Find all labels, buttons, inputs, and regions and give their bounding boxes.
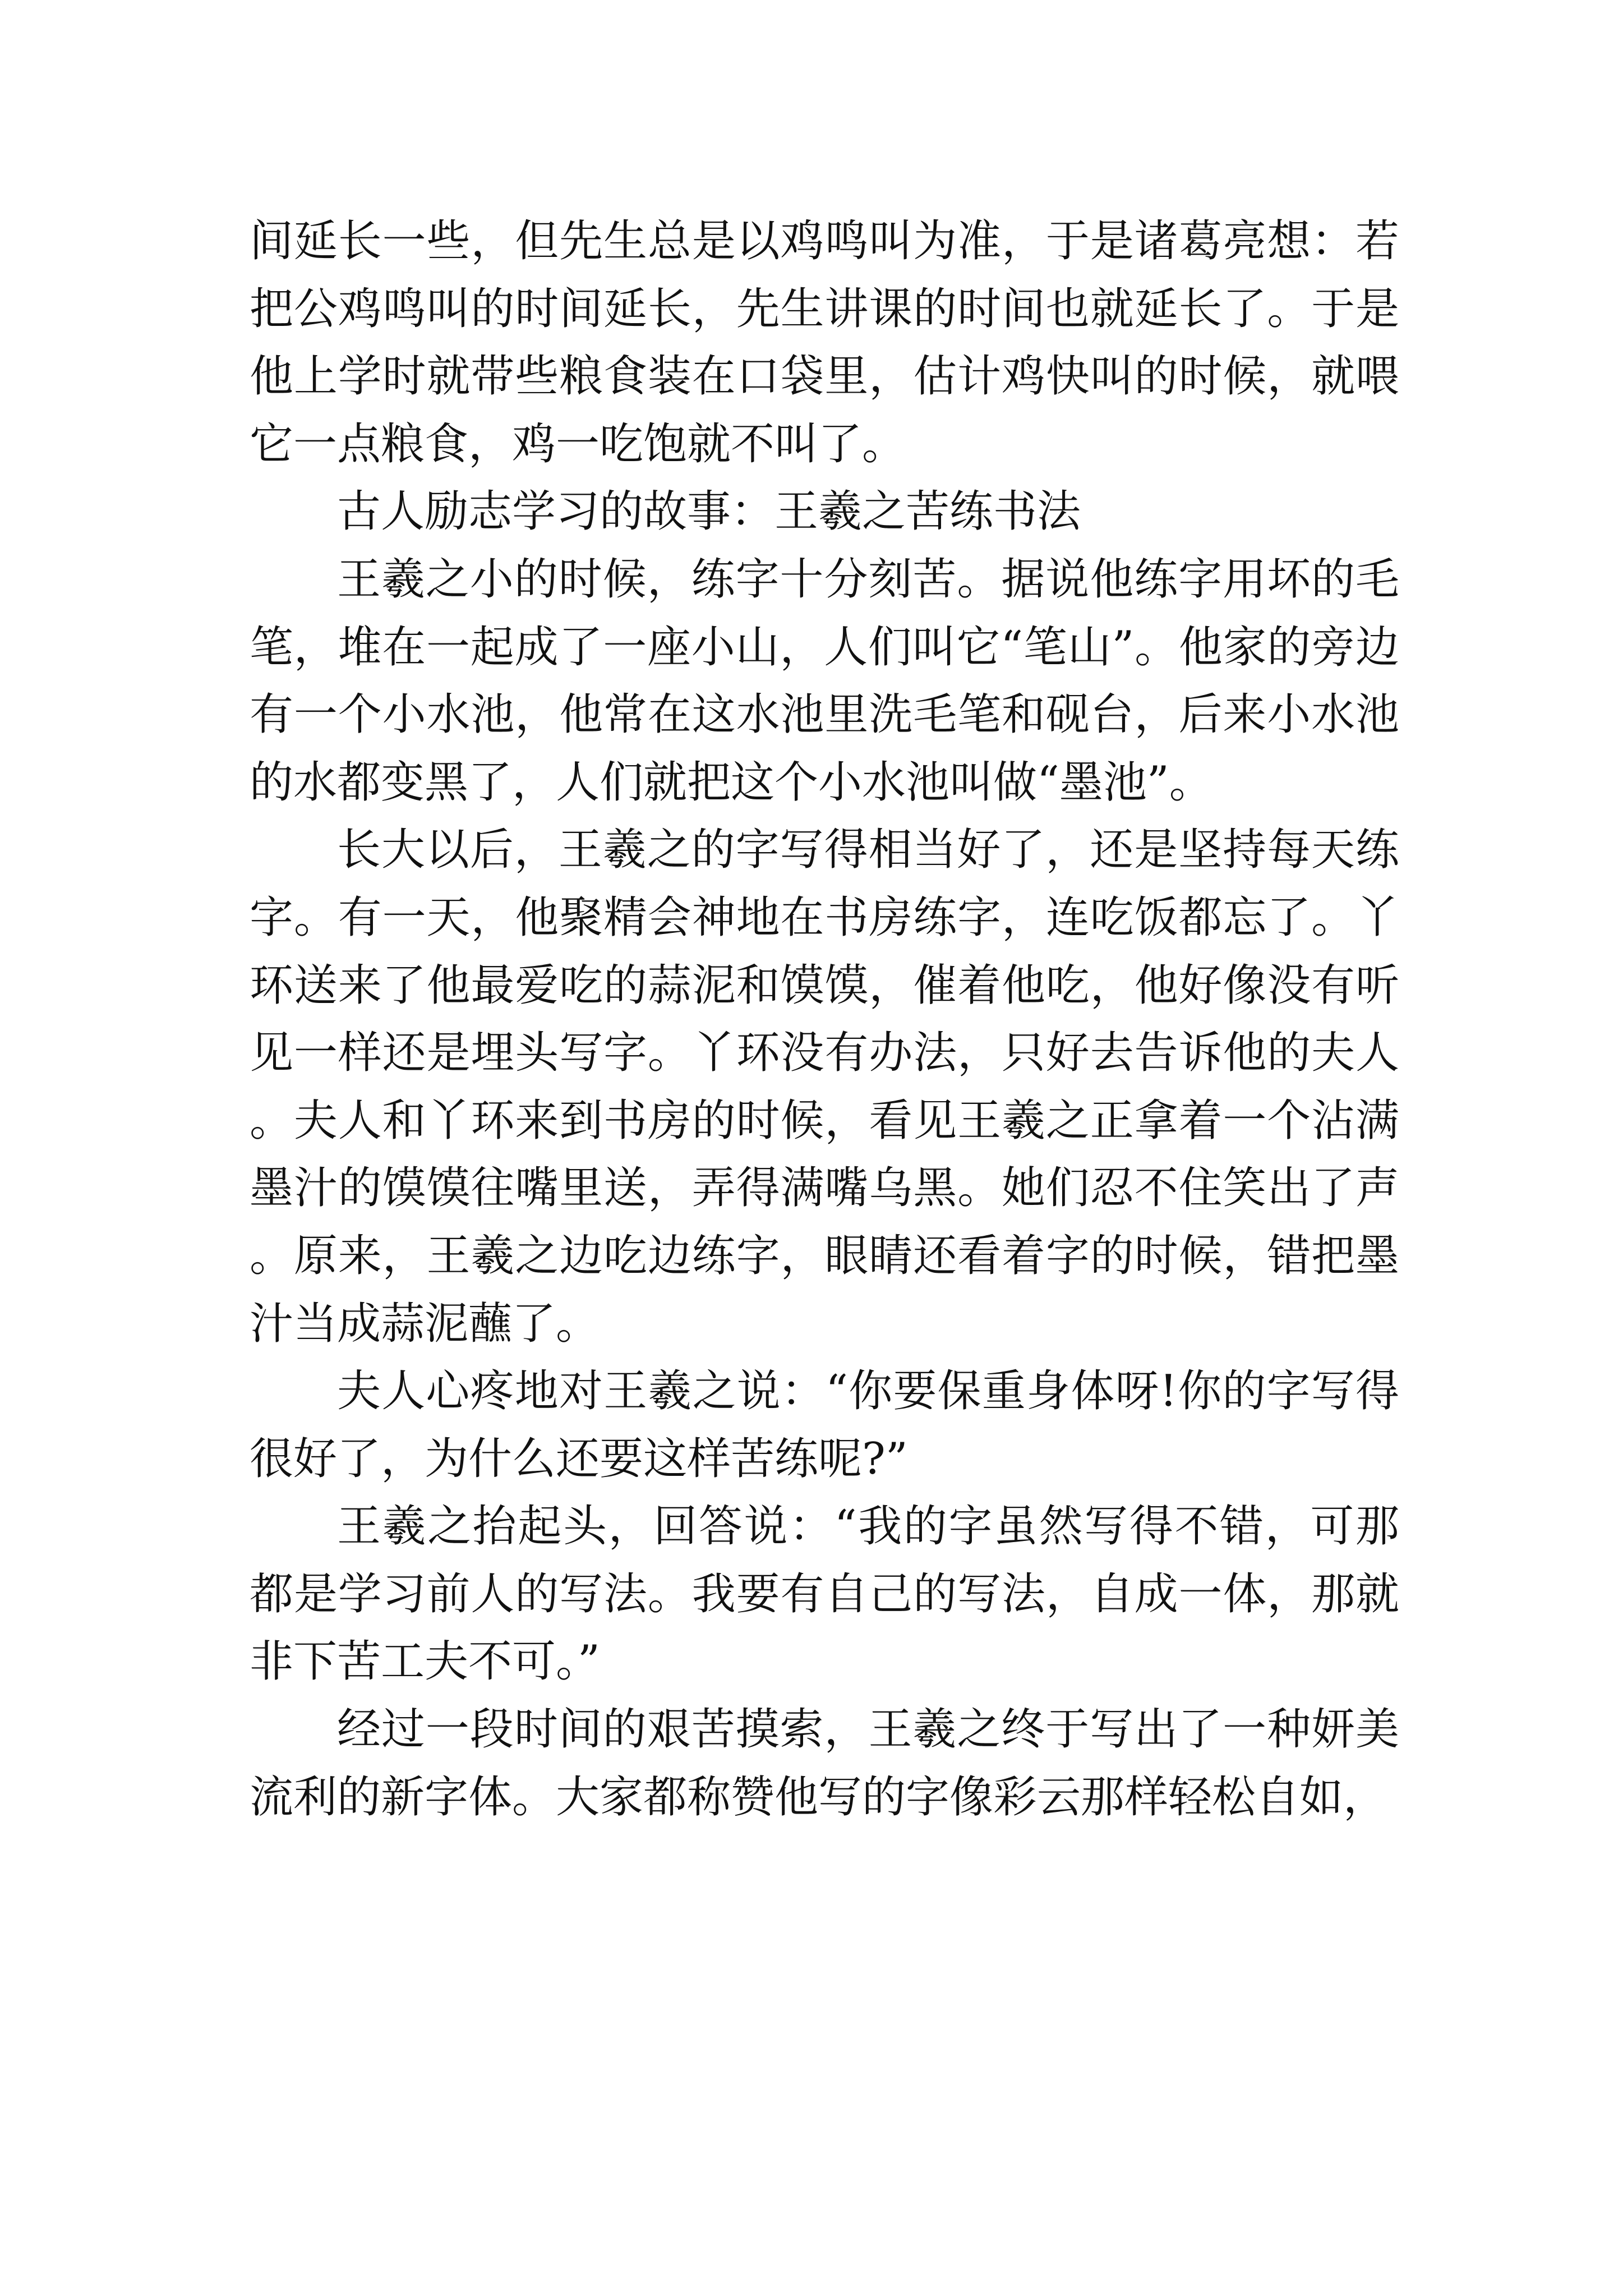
paragraph-brush-mountain: 王羲之小的时候，练字十分刻苦。据说他练字用坏的毛笔，堆在一起成了一座小山，人们叫它“笔山”。他家的旁边有一个小水池，他常在这水池里洗毛笔和砚台，后来小水池的水都变黑了，人们就把这个小水池叫做“墨池”。 xyxy=(250,554,1399,808)
paragraph-wife-question: 夫人心疼地对王羲之说：“你要保重身体呀!你的字写得很好了，为什么还要这样苦练呢?” xyxy=(250,1366,1399,1484)
paragraph-wang-reply: 王羲之抬起头，回答说：“我的字虽然写得不错，可那都是学习前人的写法。我要有自己的写法，自成一体，那就非下苦工夫不可。” xyxy=(250,1501,1399,1687)
body-text xyxy=(250,208,1399,1831)
paragraph-new-style: 经过一段时间的艰苦摸索，王羲之终于写出了一种妍美流利的新字体。大家都称赞他写的字像彩云那样轻松自如， xyxy=(250,1704,1399,1823)
section-heading: 古人励志学习的故事：王羲之苦练书法 xyxy=(337,486,1081,537)
paragraph-ink-bun: 长大以后，王羲之的字写得相当好了，还是坚持每天练字。有一天，他聚精会神地在书房练字，连吃饭都忘了。丫环送来了他最爱吃的蒜泥和馍馍，催着他吃，他好像没有听见一样还是埋头写字。丫环没有办法，只好去告诉他的夫人。夫人和丫环来到书房的时候，看见王羲之正拿着一个沾满墨汁的馍馍往嘴里送，弄得满嘴乌黑。她们忍不住笑出了声。原来，王羲之边吃边练字，眼睛还看着字的时候，错把墨汁当成蒜泥蘸了。 xyxy=(250,825,1399,1349)
paragraph-zhuge-liang-continued: 间延长一些，但先生总是以鸡鸣叫为准，于是诸葛亮想：若把公鸡鸣叫的时间延长，先生讲课的时间也就延长了。于是他上学时就带些粮食装在口袋里，估计鸡快叫的时候，就喂它一点粮食，鸡一吃饱就不叫了。 xyxy=(250,216,1399,470)
